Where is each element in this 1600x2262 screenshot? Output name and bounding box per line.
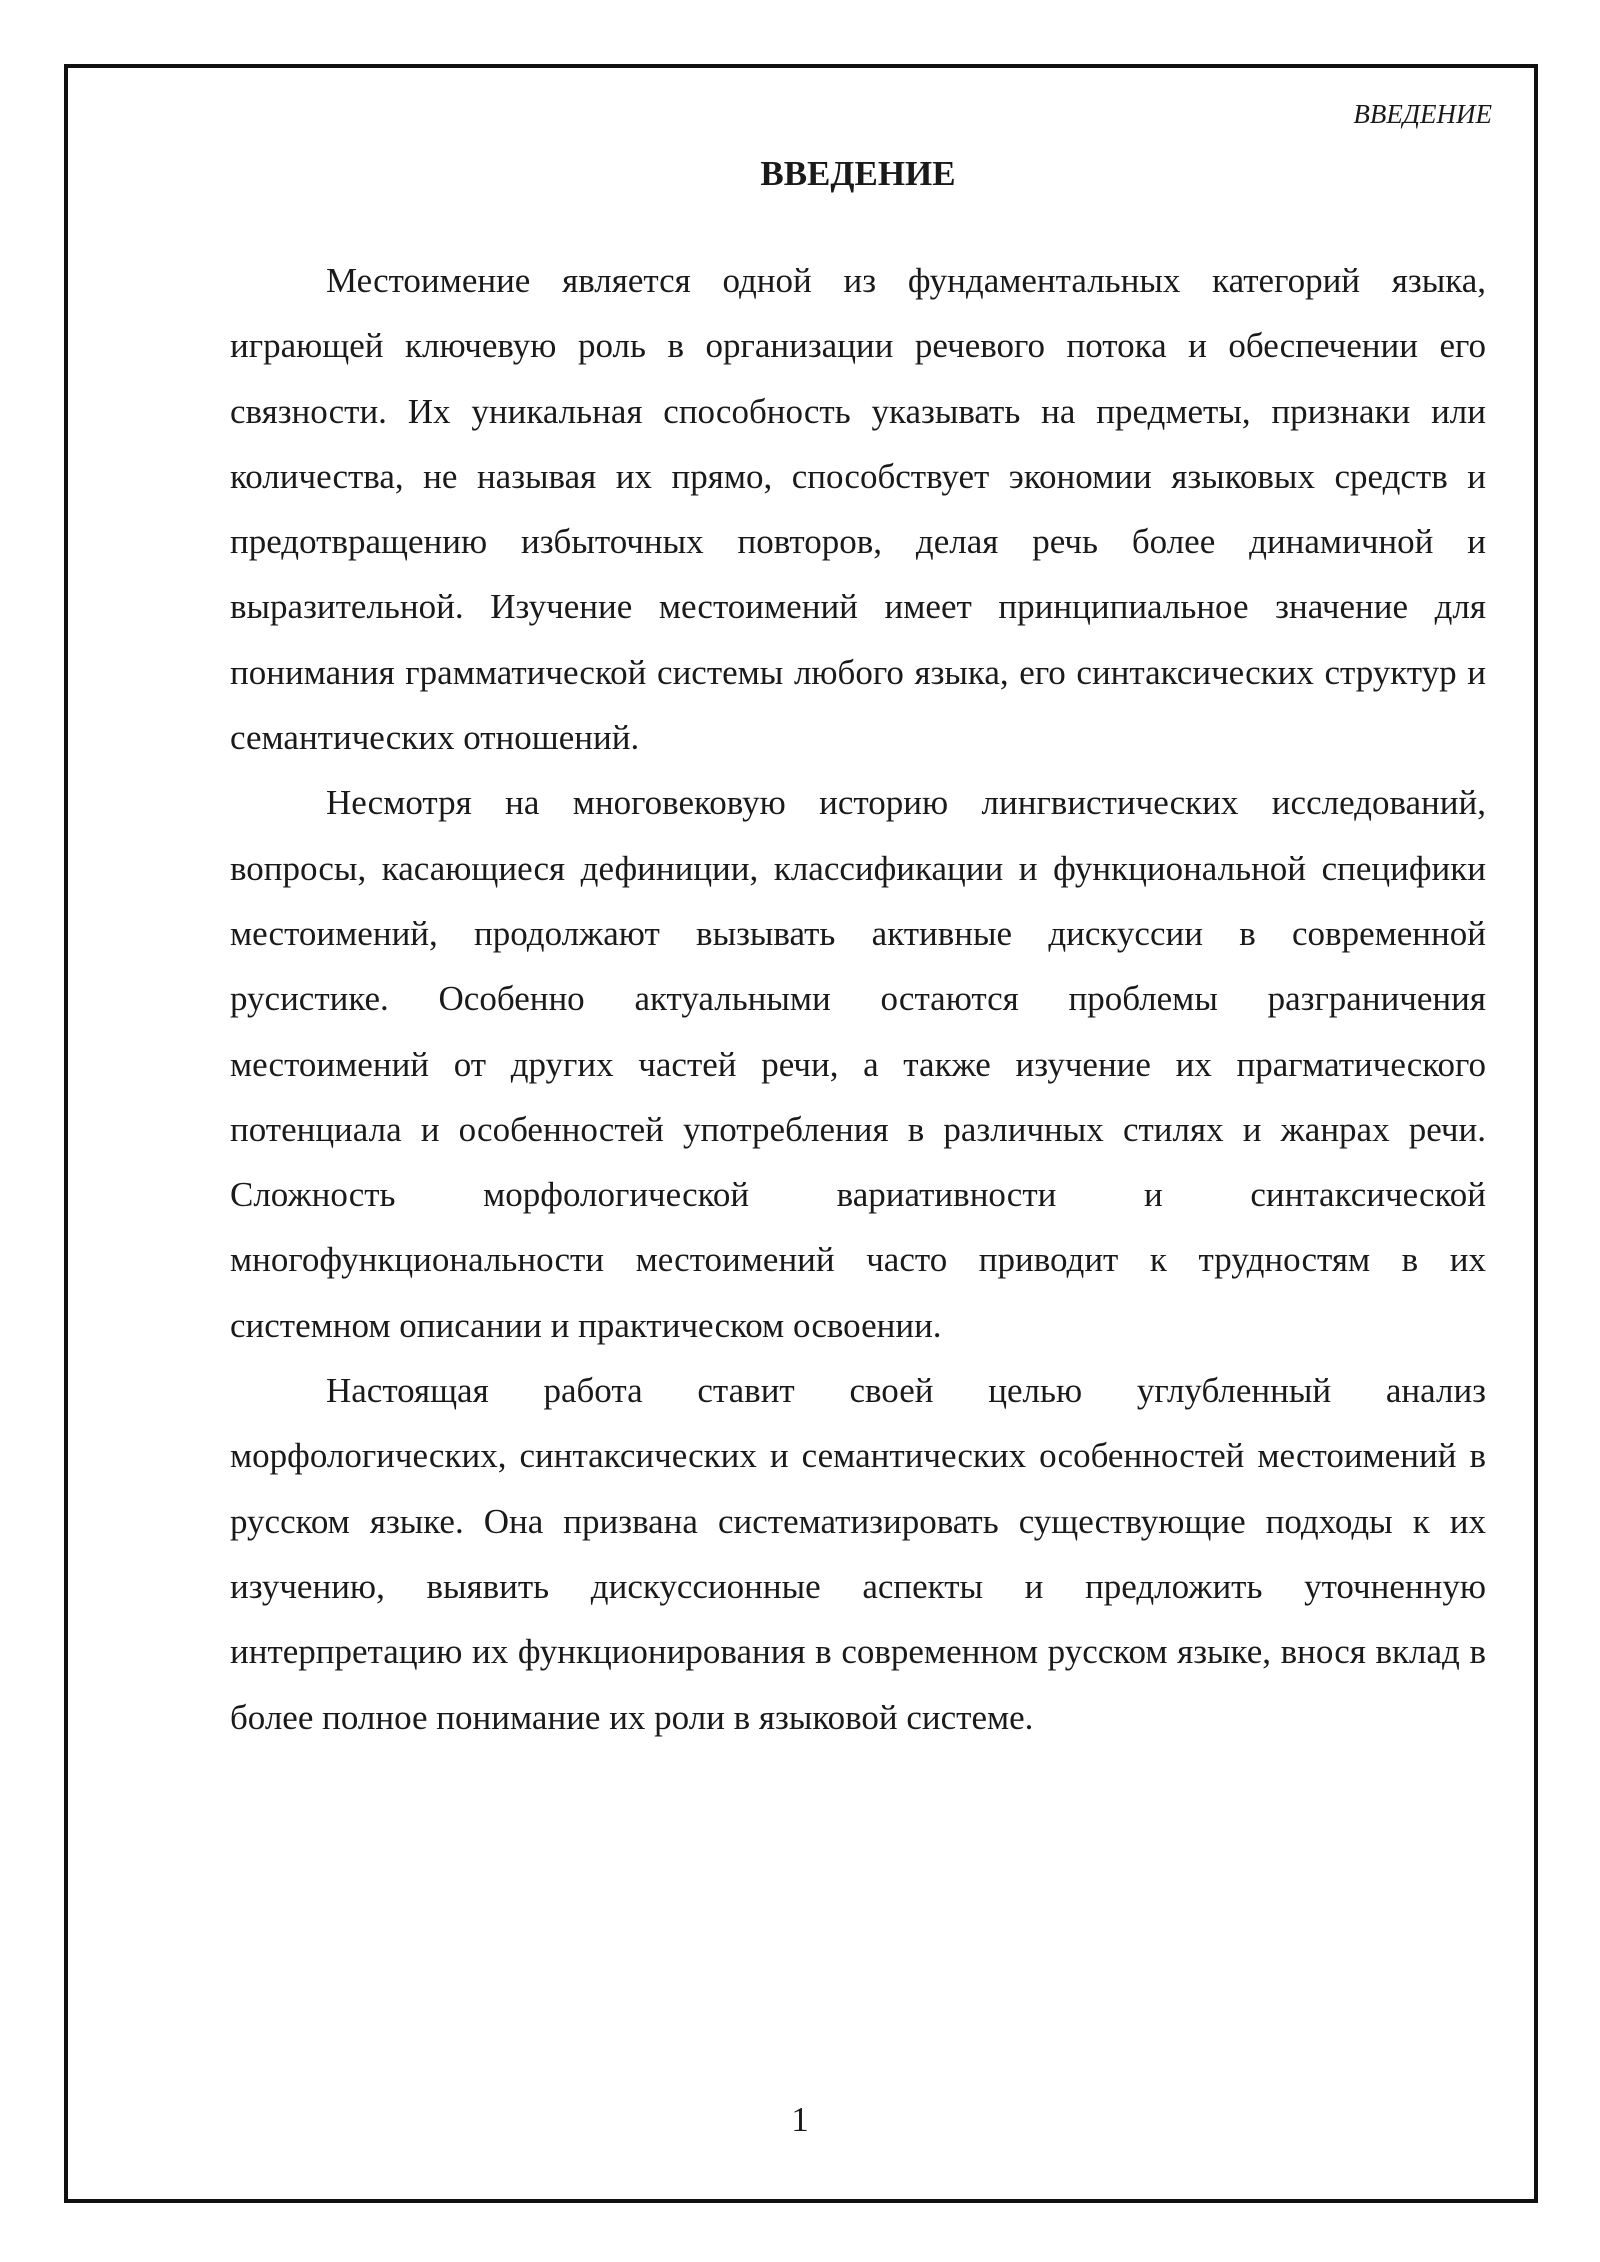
running-header: ВВЕДЕНИЕ [1353, 99, 1492, 129]
body-text [230, 248, 1486, 1750]
paragraph-1: Местоимение является одной из фундаментальных категорий языка, играющей ключевую роль в организации речевого потока и обеспечении его связности. Их уникальная способность указывать на предметы, признаки или количества, не называя их прямо, способствует экономии языковых средств и предотвращению избыточных повторов, делая речь более динамичной и выразительной. Изучение местоимений имеет принципиальное значение для понимания грамматической системы любого языка, его синтаксических структур и семантических отношений. [230, 261, 1486, 758]
page-number: 1 [791, 2100, 809, 2139]
paragraph-3: Настоящая работа ставит своей целью углубленный анализ морфологических, синтаксических и семантических особенностей местоимений в русском языке. Она призвана систематизировать существующие подходы к их изучению, выявить дискуссионные аспекты и предложить уточненную интерпретацию их функционирования в современном русском языке, внося вклад в более полное понимание их роли в языковой системе. [230, 1371, 1486, 1737]
page-title: ВВЕДЕНИЕ [760, 154, 956, 193]
paragraph-2: Несмотря на многовековую историю лингвистических исследований, вопросы, касающиеся дефиниции, классификации и функциональной специфики местоимений, продолжают вызывать активные дискуссии в современной русистике. Особенно актуальными остаются проблемы разграничения местоимений от других частей речи, а также изучение их прагматического потенциала и особенностей употребления в различных стилях и жанрах речи. Сложность морфологической вариативности и синтаксической многофункциональности местоимений часто приводит к трудностям в их системном описании и практическом освоении. [230, 783, 1486, 1345]
